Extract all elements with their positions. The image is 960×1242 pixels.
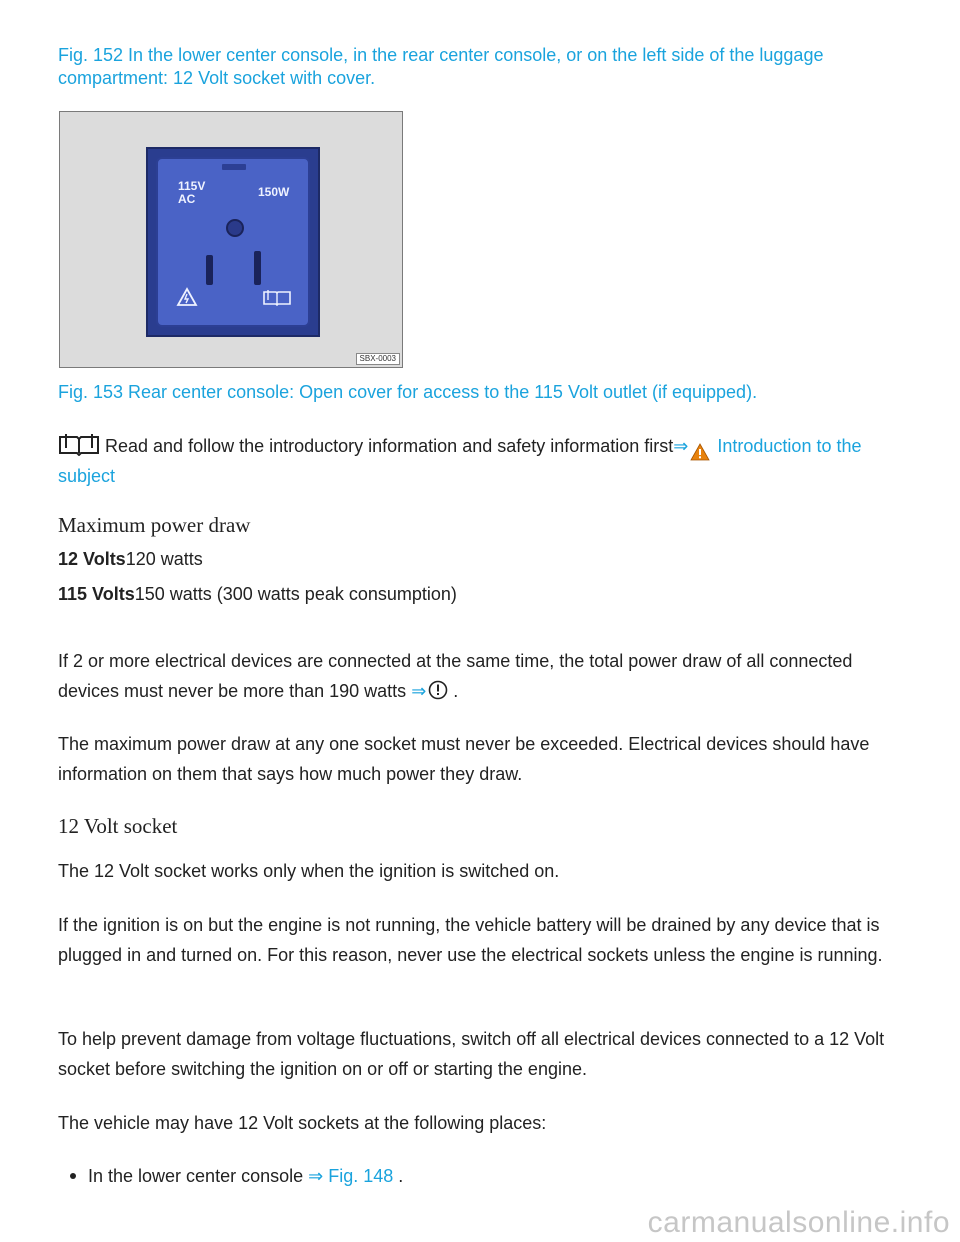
fig153-caption: Fig. 153 Rear center console: Open cover for access to the 115 Volt outlet (if equipped).	[58, 382, 758, 402]
caution-circle-icon[interactable]	[428, 680, 448, 700]
power-label-115v: 115 Volts	[58, 584, 135, 604]
socket-slot-top	[222, 164, 246, 170]
power-label-12v: 12 Volts	[58, 549, 126, 569]
power-value-115v: 150 watts (300 watts peak consumption)	[134, 584, 457, 604]
fig148-link[interactable]: ⇒ Fig. 148	[308, 1166, 394, 1186]
list-item	[70, 1161, 920, 1191]
list-item-end: .	[393, 1166, 404, 1186]
figure-code: SBX-0003	[356, 353, 400, 365]
intro-text: Read and follow the introductory information and safety information first	[100, 436, 674, 456]
socket-p4: The vehicle may have 12 Volt sockets at the following places:	[58, 1113, 547, 1133]
socket-p3: To help prevent damage from voltage fluctuations, switch off all electrical devices connected to a 12 Volt socket before switching the ignition on or off or starting the engine.	[58, 1029, 885, 1079]
socket-slot-right	[254, 251, 261, 285]
multi-devices-text: If 2 or more electrical devices are connected at the same time, the total power draw of all connected devices must never be more than 190 watts	[58, 651, 853, 701]
power-value-12v: 120 watts	[125, 549, 203, 569]
book-icon	[58, 432, 100, 456]
socket-slot-left	[206, 255, 213, 285]
multi-devices-end: .	[448, 681, 459, 701]
socket-face	[156, 157, 310, 327]
socket-voltage-label: 115V AC	[178, 179, 206, 206]
socket-p2: If the ignition is on but the engine is not running, the vehicle battery will be drained by any device that is plugged in and turned on. For this reason, never use the electrical sockets unless the engine is running.	[58, 915, 883, 965]
socket-ground-hole	[226, 219, 244, 237]
socket-outer-frame	[146, 147, 320, 337]
max-draw-paragraph: The maximum power draw at any one socket must never be exceeded. Electrical devices should have information on them that says how much power they draw.	[58, 734, 870, 784]
multi-devices-paragraph	[58, 646, 908, 706]
intro-paragraph	[58, 431, 908, 491]
socket-heading: 12 Volt socket	[58, 814, 178, 838]
caution-arrow[interactable]: ⇒	[411, 681, 427, 701]
max-power-heading: Maximum power draw	[58, 513, 251, 537]
socket-p1: The 12 Volt socket works only when the ignition is switched on.	[58, 861, 560, 881]
intro-arrow[interactable]: ⇒	[673, 436, 689, 456]
warning-triangle-icon[interactable]	[690, 443, 710, 461]
socket-warning-icon	[176, 287, 198, 307]
power-row-12v	[58, 544, 908, 574]
bullet-dot-icon	[70, 1173, 76, 1179]
list-item-text: In the lower center console	[88, 1166, 309, 1186]
power-row-115v	[58, 579, 908, 609]
fig152-caption: Fig. 152 In the lower center console, in the rear center console, or on the left side of the luggage compartment: 12 Volt socket with cover.	[58, 45, 824, 88]
socket-power-label: 150W	[258, 185, 290, 199]
intro-link[interactable]: Introduction to the subject	[58, 436, 862, 486]
watermark: carmanualsonline.info	[647, 1206, 950, 1239]
socket-figure	[59, 111, 403, 368]
socket-book-icon	[262, 288, 292, 306]
